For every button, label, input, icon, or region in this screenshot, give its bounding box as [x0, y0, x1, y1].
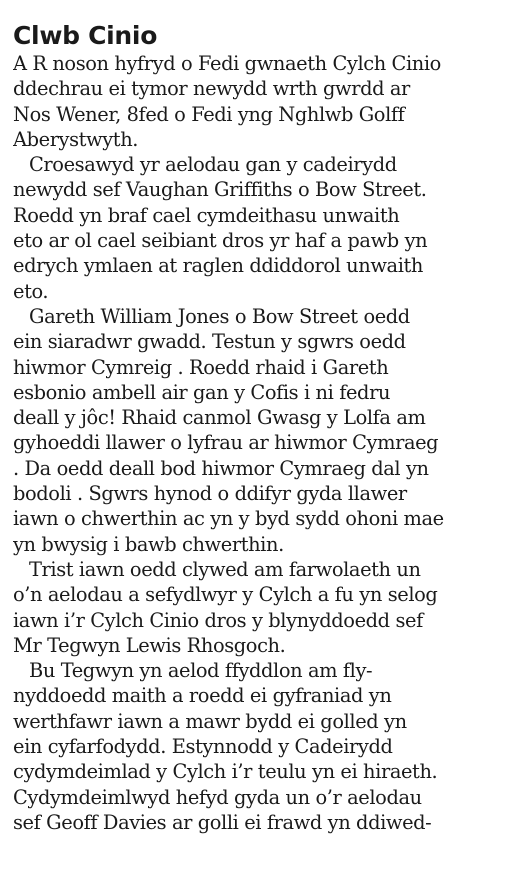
article-line: o’n aelodau a sefydlwyr y Cylch a fu yn selog [13, 583, 438, 607]
article-line: ein siaradwr gwadd. Testun y sgwrs oedd [13, 330, 406, 354]
article-line: Gareth William Jones o Bow Street oedd [29, 304, 410, 328]
article [13, 22, 507, 835]
article-line: edrych ymlaen at raglen ddiddorol unwaith [13, 254, 423, 278]
article-line: deall y jôc! Rhaid canmol Gwasg y Lolfa am [13, 406, 426, 430]
article-line: gyhoeddi llawer o lyfrau ar hiwmor Cymraeg [13, 431, 439, 455]
article-line: sef Geoff Davies ar golli ei frawd yn ddiwed- [13, 810, 432, 834]
article-line: iawn o chwerthin ac yn y byd sydd ohoni mae [13, 507, 444, 531]
article-line: esbonio ambell air gan y Cofis i ni fedru [13, 380, 391, 404]
article-line: hiwmor Cymreig . Roedd rhaid i Gareth [13, 355, 389, 379]
article-line: nyddoedd maith a roedd ei gyfraniad yn [13, 684, 392, 708]
article-line: Croesawyd yr aelodau gan y cadeirydd [29, 153, 397, 177]
article-line: Roedd yn braf cael cymdeithasu unwaith [13, 203, 400, 227]
article-body [13, 51, 507, 835]
article-line: Trist iawn oedd clywed am farwolaeth un [29, 557, 421, 581]
article-line: bodoli . Sgwrs hynod o ddifyr gyda llawer [13, 482, 407, 506]
article-line: ein cyfarfodydd. Estynnodd y Cadeirydd [13, 735, 393, 759]
article-line: werthfawr iawn a mawr bydd ei golled yn [13, 709, 407, 733]
article-line: Bu Tegwyn yn aelod ffyddlon am fly- [29, 659, 373, 683]
article-headline: Clwb Cinio [13, 21, 158, 50]
article-line: A R noson hyfryd o Fedi gwnaeth Cylch Cinio [13, 52, 441, 75]
article-line: newydd sef Vaughan Griffiths o Bow Street. [13, 178, 427, 202]
article-line: Mr Tegwyn Lewis Rhosgoch. [13, 633, 286, 657]
article-line: . Da oedd deall bod hiwmor Cymraeg dal yn [13, 456, 429, 480]
article-line: yn bwysig i bawb chwerthin. [13, 532, 284, 556]
article-line: ddechrau ei tymor newydd wrth gwrdd ar [13, 77, 410, 101]
article-line: iawn i’r Cylch Cinio dros y blynyddoedd sef [13, 608, 423, 632]
article-line: cydymdeimlad y Cylch i’r teulu yn ei hiraeth. [13, 760, 438, 784]
article-line: Aberystwyth. [13, 127, 139, 151]
article-line: Nos Wener, 8fed o Fedi yng Nghlwb Golff [13, 102, 405, 126]
article-line: eto ar ol cael seibiant dros yr haf a pawb yn [13, 229, 428, 253]
article-line: Cydymdeimlwyd hefyd gyda un o’r aelodau [13, 785, 422, 809]
article-line: eto. [13, 279, 49, 303]
